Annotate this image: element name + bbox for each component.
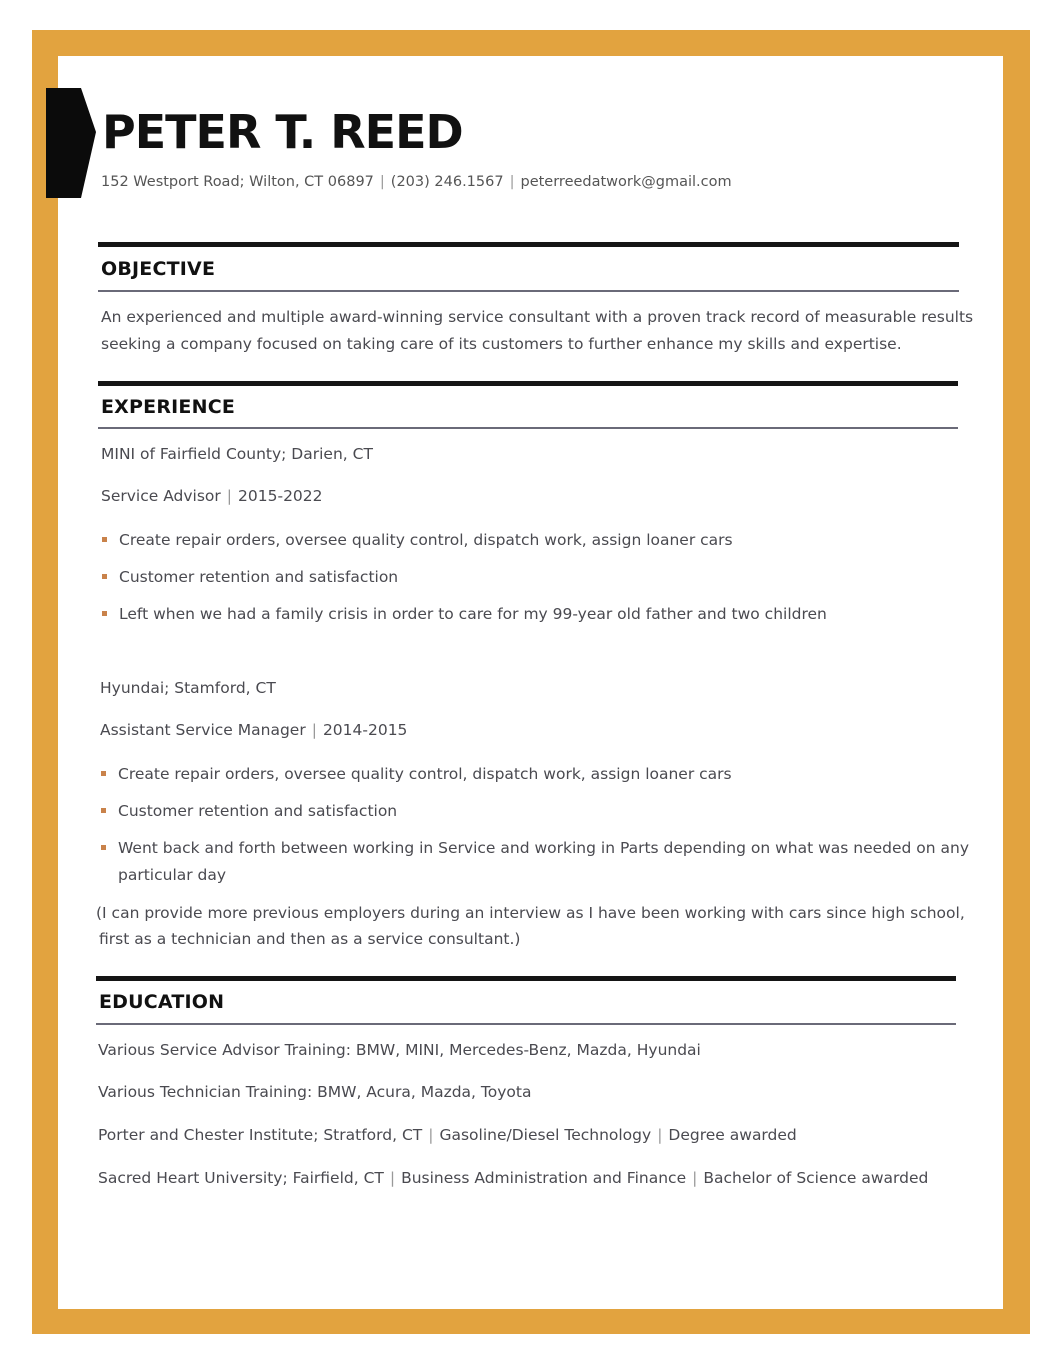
bullet-marker <box>102 537 107 542</box>
school-1-program: Gasoline/Diesel Technology <box>439 1126 652 1144</box>
job-1-bullet-1: Create repair orders, oversee quality control, dispatch work, assign loaner cars <box>119 531 733 549</box>
education-line-3 <box>98 1122 797 1149</box>
job-2-title-line <box>100 717 407 744</box>
education-line-1: Various Service Advisor Training: BMW, MINI, Mercedes-Benz, Mazda, Hyundai <box>98 1041 701 1059</box>
education-line-2: Various Technician Training: BMW, Acura, Mazda, Toyota <box>98 1083 532 1101</box>
education-heading: EDUCATION <box>99 991 225 1013</box>
separator: | <box>692 1169 698 1187</box>
address: 152 Westport Road; Wilton, CT 06897 <box>101 174 374 190</box>
job-1-bullet-3: Left when we had a family crisis in order to care for my 99-year old father and two children <box>119 605 827 623</box>
job-2-employer: Hyundai; Stamford, CT <box>100 679 276 697</box>
section-rule-thin <box>98 290 959 292</box>
education-line-4 <box>98 1165 928 1192</box>
separator: | <box>428 1126 434 1144</box>
experience-note-line-2: first as a technician and then as a service consultant.) <box>99 930 521 948</box>
job-2-bullet-2: Customer retention and satisfaction <box>118 802 398 820</box>
phone: (203) 246.1567 <box>390 174 504 190</box>
bullet-marker <box>101 808 106 813</box>
bullet-marker <box>101 771 106 776</box>
contact-line <box>101 174 732 190</box>
job-1-employer: MINI of Fairfield County; Darien, CT <box>101 445 373 463</box>
experience-heading: EXPERIENCE <box>101 396 236 418</box>
job-1-bullet-2: Customer retention and satisfaction <box>119 568 399 586</box>
bullet-marker <box>102 574 107 579</box>
separator: | <box>509 174 515 190</box>
bullet-marker <box>101 845 106 850</box>
separator: | <box>226 487 233 505</box>
separator: | <box>379 174 385 190</box>
job-2-bullet-3: Went back and forth between working in Service and working in Parts depending on what was needed on any <box>118 839 970 857</box>
job-1-title-line <box>101 483 323 510</box>
objective-line-1: An experienced and multiple award-winning service consultant with a proven track record of measurable results <box>101 308 974 326</box>
separator: | <box>311 721 317 739</box>
job-2-years: 2014-2015 <box>322 721 408 739</box>
section-rule-thick <box>98 242 959 247</box>
school-2: Sacred Heart University; Fairfield, CT <box>98 1169 384 1187</box>
school-1: Porter and Chester Institute; Stratford, CT <box>98 1126 423 1144</box>
job-2-bullet-3-cont: particular day <box>118 866 227 884</box>
section-rule-thick <box>98 381 958 386</box>
email: peterreedatwork@gmail.com <box>520 174 732 190</box>
job-2-bullet-1: Create repair orders, oversee quality control, dispatch work, assign loaner cars <box>118 765 732 783</box>
objective-line-2: seeking a company focused on taking care of its customers to further enhance my skills and expertise. <box>101 335 902 353</box>
school-2-program: Business Administration and Finance <box>401 1169 687 1187</box>
section-rule-thick <box>96 976 956 981</box>
job-1-title: Service Advisor <box>101 487 221 505</box>
objective-heading: OBJECTIVE <box>101 258 216 280</box>
job-1-years: 2015-2022 <box>238 487 323 505</box>
separator: | <box>657 1126 663 1144</box>
job-2-title: Assistant Service Manager <box>100 721 306 739</box>
school-1-award: Degree awarded <box>668 1126 797 1144</box>
separator: | <box>389 1169 396 1187</box>
candidate-name: PETER T. REED <box>102 105 463 159</box>
experience-note-line-1: (I can provide more previous employers during an interview as I have been working with cars since high school, <box>96 904 965 922</box>
school-2-award: Bachelor of Science awarded <box>703 1169 929 1187</box>
section-rule-thin <box>98 427 958 429</box>
section-rule-thin <box>96 1023 956 1025</box>
bullet-marker <box>102 611 107 616</box>
